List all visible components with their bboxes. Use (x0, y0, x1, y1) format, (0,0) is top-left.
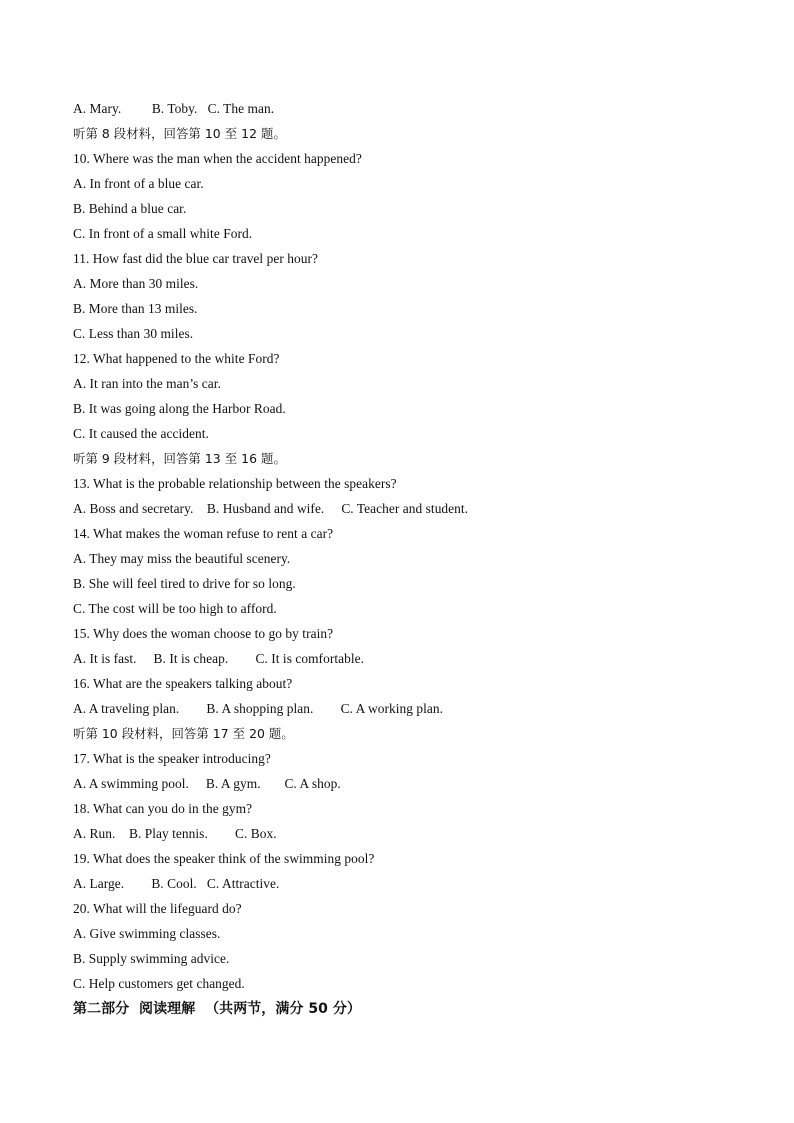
question-12: 12. What happened to the white Ford? (73, 351, 280, 366)
answer-options: A. Mary. B. Toby. C. The man. (73, 101, 275, 116)
question-20-option-a: A. Give swimming classes. (73, 926, 221, 941)
question-13: 13. What is the probable relationship between the speakers? (73, 476, 397, 491)
exam-page (73, 96, 753, 1022)
question-11-option-a: A. More than 30 miles. (73, 276, 199, 291)
section-heading: 第二部分 阅读理解 （共两节，满分 50 分） (73, 1001, 361, 1017)
question-10-option-c: C. In front of a small white Ford. (73, 226, 253, 241)
question-16: 16. What are the speakers talking about? (73, 676, 293, 691)
question-20-option-b: B. Supply swimming advice. (73, 951, 230, 966)
question-16-options: A. A traveling plan. B. A shopping plan. C. A working plan. (73, 701, 444, 716)
question-18: 18. What can you do in the gym? (73, 801, 253, 816)
question-15-options: A. It is fast. B. It is cheap. C. It is comfortable. (73, 651, 364, 666)
question-14-option-b: B. She will feel tired to drive for so long. (73, 576, 296, 591)
listening-instruction: 听第 9 段材料，回答第 13 至 16 题。 (73, 451, 286, 466)
question-11-option-c: C. Less than 30 miles. (73, 326, 194, 341)
question-11-option-b: B. More than 13 miles. (73, 301, 198, 316)
listening-instruction: 听第 10 段材料，回答第 17 至 20 题。 (73, 726, 294, 741)
question-12-option-c: C. It caused the accident. (73, 426, 209, 441)
question-10-option-b: B. Behind a blue car. (73, 201, 187, 216)
question-17-options: A. A swimming pool. B. A gym. C. A shop. (73, 776, 341, 791)
question-18-options: A. Run. B. Play tennis. C. Box. (73, 826, 277, 841)
question-12-option-b: B. It was going along the Harbor Road. (73, 401, 286, 416)
question-14-option-a: A. They may miss the beautiful scenery. (73, 551, 291, 566)
question-10: 10. Where was the man when the accident happened? (73, 151, 362, 166)
question-17: 17. What is the speaker introducing? (73, 751, 271, 766)
question-14: 14. What makes the woman refuse to rent a car? (73, 526, 334, 541)
question-12-option-a: A. It ran into the man’s car. (73, 376, 221, 391)
question-11: 11. How fast did the blue car travel per hour? (73, 251, 318, 266)
question-19: 19. What does the speaker think of the swimming pool? (73, 851, 375, 866)
question-10-option-a: A. In front of a blue car. (73, 176, 204, 191)
listening-instruction: 听第 8 段材料，回答第 10 至 12 题。 (73, 126, 286, 141)
question-20-option-c: C. Help customers get changed. (73, 976, 245, 991)
question-14-option-c: C. The cost will be too high to afford. (73, 601, 277, 616)
question-15: 15. Why does the woman choose to go by train? (73, 626, 334, 641)
question-20: 20. What will the lifeguard do? (73, 901, 242, 916)
question-13-options: A. Boss and secretary. B. Husband and wife. C. Teacher and student. (73, 501, 469, 516)
question-19-options: A. Large. B. Cool. C. Attractive. (73, 876, 280, 891)
